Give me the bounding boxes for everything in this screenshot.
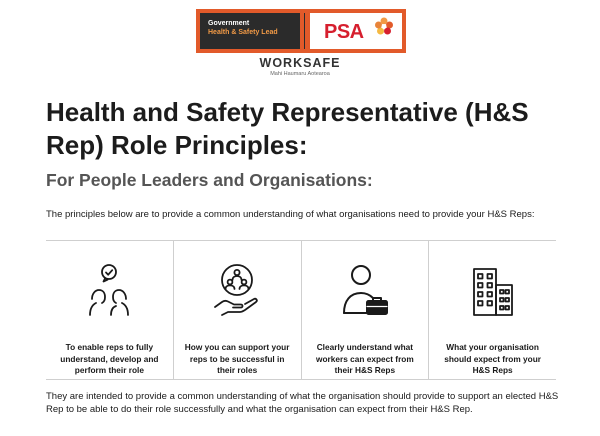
intro-paragraph: The principles below are to provide a common understanding of what organisations need to provide your H&S Reps:: [46, 209, 535, 220]
gov-logo-line1: Government: [208, 20, 250, 27]
psa-logo-text: PSA: [324, 21, 364, 43]
partner-logo-banner: [196, 9, 406, 53]
principle-caption: What your organisation should expect from your H&S Reps: [444, 342, 542, 375]
principles-grid: [46, 240, 556, 380]
government-hs-lead-logo: [200, 13, 300, 49]
logo-divider: [304, 13, 305, 49]
office-building-icon: [468, 263, 518, 319]
principle-card: [429, 241, 556, 379]
worksafe-logo: WORKSAFE: [259, 56, 341, 70]
discussion-icon: [84, 263, 134, 319]
worksafe-tagline: Mahi Haumaru Aotearoa: [270, 71, 330, 77]
principle-caption: How you can support your reps to be successful in their roles: [184, 342, 290, 375]
principle-card: [46, 241, 174, 379]
psa-flower-icon: [372, 15, 396, 39]
psa-logo: [310, 13, 402, 49]
outro-paragraph: They are intended to provide a common understanding of what the organisation should provide to support an elected H&S Rep to be able to do their role successfully and what the organisation can expect from their H&S Rep.: [46, 391, 559, 415]
principle-caption: Clearly understand what workers can expect from their H&S Reps: [315, 342, 414, 375]
principle-caption: To enable reps to fully understand, develop and perform their role: [60, 342, 159, 375]
principle-card: [302, 241, 430, 379]
support-hand-icon: [212, 263, 262, 319]
page-title: Health and Safety Representative (H&S Rep) Role Principles:: [46, 97, 529, 160]
principle-card: [174, 241, 302, 379]
gov-logo-line2: Health & Safety Lead: [208, 29, 278, 36]
worker-briefcase-icon: [340, 263, 390, 319]
page-subtitle: For People Leaders and Organisations:: [46, 170, 373, 190]
